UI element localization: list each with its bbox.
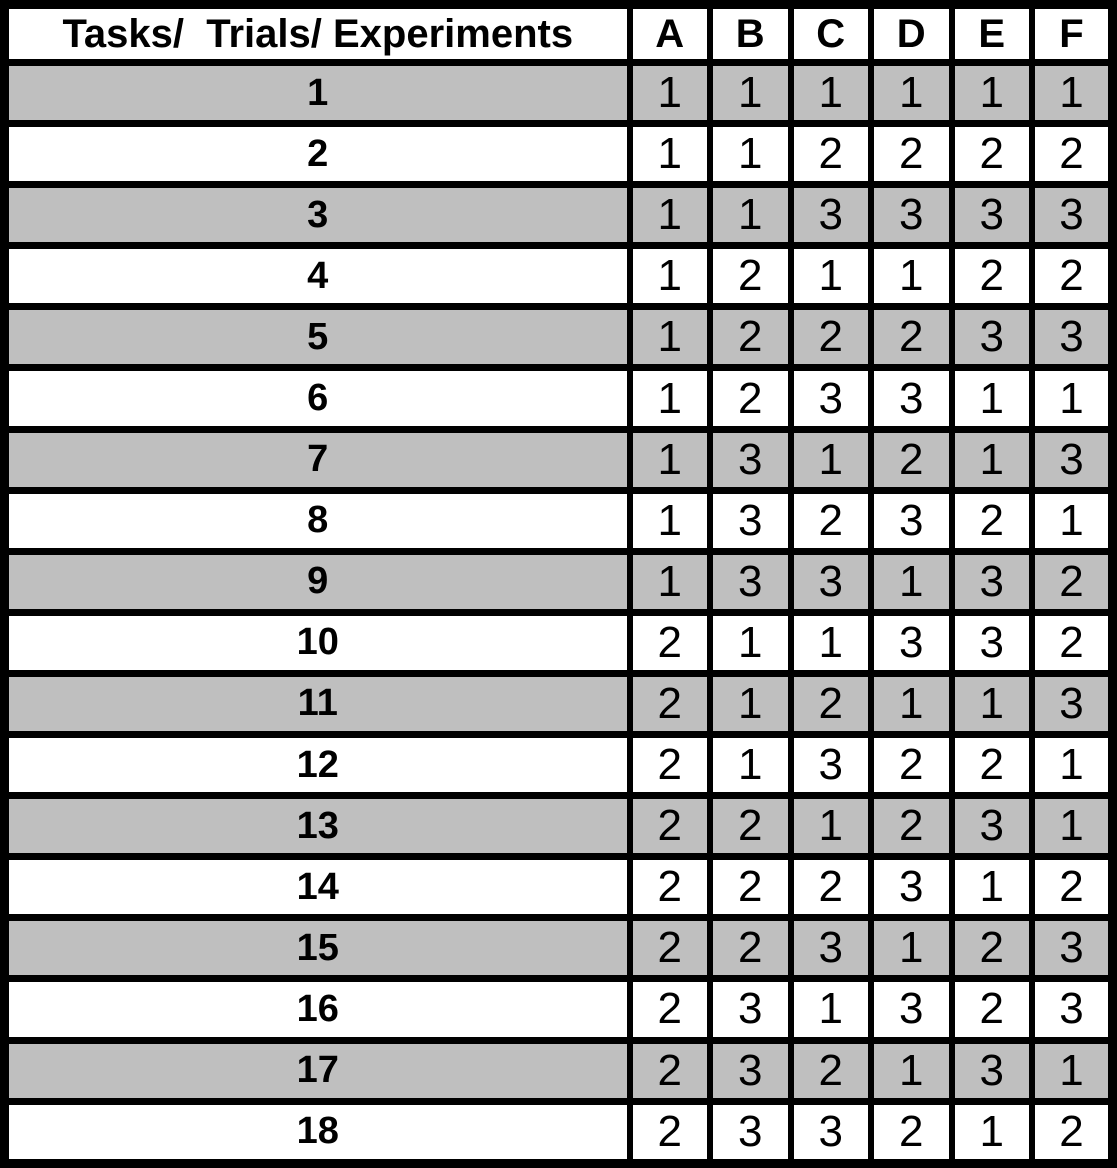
- table-row: [5, 918, 1113, 979]
- cell-value: 2: [710, 246, 791, 307]
- cell-value: 3: [1032, 185, 1113, 246]
- cell-value: 2: [952, 979, 1033, 1040]
- cell-value: 1: [630, 63, 711, 124]
- cell-value: 3: [952, 185, 1033, 246]
- cell-value: 1: [630, 185, 711, 246]
- cell-value: 2: [630, 735, 711, 796]
- column-header-e: E: [952, 5, 1033, 63]
- cell-value: 1: [952, 429, 1033, 490]
- cell-value: 1: [630, 246, 711, 307]
- cell-value: 2: [710, 857, 791, 918]
- cell-value: 2: [952, 735, 1033, 796]
- cell-value: 1: [1032, 368, 1113, 429]
- table-row: [5, 368, 1113, 429]
- row-label: 3: [5, 185, 630, 246]
- cell-value: 2: [710, 307, 791, 368]
- cell-value: 1: [791, 246, 872, 307]
- cell-value: 3: [952, 796, 1033, 857]
- cell-value: 2: [791, 124, 872, 185]
- row-label: 17: [5, 1040, 630, 1101]
- cell-value: 2: [1032, 612, 1113, 673]
- cell-value: 2: [791, 490, 872, 551]
- column-header-f: F: [1032, 5, 1113, 63]
- table-row: [5, 1101, 1113, 1163]
- cell-value: 2: [952, 246, 1033, 307]
- cell-value: 3: [952, 612, 1033, 673]
- cell-value: 1: [952, 857, 1033, 918]
- cell-value: 2: [630, 673, 711, 734]
- cell-value: 1: [871, 246, 952, 307]
- cell-value: 1: [630, 124, 711, 185]
- cell-value: 3: [952, 1040, 1033, 1101]
- cell-value: 3: [871, 979, 952, 1040]
- cell-value: 1: [630, 490, 711, 551]
- cell-value: 2: [871, 124, 952, 185]
- cell-value: 3: [710, 1101, 791, 1163]
- cell-value: 1: [630, 368, 711, 429]
- cell-value: 1: [791, 612, 872, 673]
- cell-value: 3: [791, 185, 872, 246]
- cell-value: 2: [1032, 857, 1113, 918]
- table-row: [5, 612, 1113, 673]
- cell-value: 2: [791, 673, 872, 734]
- row-label: 10: [5, 612, 630, 673]
- row-label: 15: [5, 918, 630, 979]
- cell-value: 2: [710, 918, 791, 979]
- column-header-d: D: [871, 5, 952, 63]
- row-label: 1: [5, 63, 630, 124]
- header-row: [5, 5, 1113, 63]
- cell-value: 3: [871, 612, 952, 673]
- cell-value: 1: [871, 551, 952, 612]
- cell-value: 1: [871, 673, 952, 734]
- cell-value: 3: [871, 490, 952, 551]
- cell-value: 2: [952, 124, 1033, 185]
- row-label: 11: [5, 673, 630, 734]
- cell-value: 2: [630, 857, 711, 918]
- table-row: [5, 246, 1113, 307]
- table-row: [5, 551, 1113, 612]
- cell-value: 2: [871, 1101, 952, 1163]
- cell-value: 2: [630, 796, 711, 857]
- cell-value: 1: [630, 551, 711, 612]
- row-label: 5: [5, 307, 630, 368]
- cell-value: 3: [952, 551, 1033, 612]
- table-row: [5, 857, 1113, 918]
- cell-value: 3: [710, 1040, 791, 1101]
- row-label: 18: [5, 1101, 630, 1163]
- cell-value: 2: [791, 307, 872, 368]
- cell-value: 2: [791, 857, 872, 918]
- row-label: 8: [5, 490, 630, 551]
- cell-value: 2: [1032, 1101, 1113, 1163]
- tasks-trials-experiments-header: Tasks/ Trials/ Experiments: [5, 5, 630, 63]
- cell-value: 1: [1032, 735, 1113, 796]
- row-label: 7: [5, 429, 630, 490]
- cell-value: 1: [630, 307, 711, 368]
- cell-value: 3: [871, 368, 952, 429]
- cell-value: 3: [1032, 979, 1113, 1040]
- column-header-c: C: [791, 5, 872, 63]
- cell-value: 1: [952, 673, 1033, 734]
- cell-value: 1: [710, 185, 791, 246]
- cell-value: 1: [791, 979, 872, 1040]
- table-row: [5, 124, 1113, 185]
- cell-value: 2: [1032, 246, 1113, 307]
- cell-value: 1: [871, 918, 952, 979]
- cell-value: 1: [710, 673, 791, 734]
- cell-value: 2: [630, 979, 711, 1040]
- cell-value: 2: [952, 918, 1033, 979]
- cell-value: 2: [1032, 551, 1113, 612]
- column-header-a: A: [630, 5, 711, 63]
- table-row: [5, 735, 1113, 796]
- cell-value: 1: [1032, 490, 1113, 551]
- table-row: [5, 307, 1113, 368]
- cell-value: 3: [952, 307, 1033, 368]
- row-label: 9: [5, 551, 630, 612]
- cell-value: 3: [871, 857, 952, 918]
- cell-value: 1: [630, 429, 711, 490]
- cell-value: 1: [791, 429, 872, 490]
- row-label: 14: [5, 857, 630, 918]
- cell-value: 2: [1032, 124, 1113, 185]
- cell-value: 2: [871, 307, 952, 368]
- cell-value: 2: [871, 796, 952, 857]
- cell-value: 1: [952, 63, 1033, 124]
- cell-value: 2: [630, 612, 711, 673]
- row-label: 4: [5, 246, 630, 307]
- cell-value: 1: [1032, 63, 1113, 124]
- cell-value: 3: [710, 429, 791, 490]
- cell-value: 3: [791, 368, 872, 429]
- table-row: [5, 673, 1113, 734]
- cell-value: 1: [710, 124, 791, 185]
- cell-value: 3: [791, 1101, 872, 1163]
- cell-value: 2: [791, 1040, 872, 1101]
- table-row: [5, 1040, 1113, 1101]
- cell-value: 1: [1032, 796, 1113, 857]
- cell-value: 3: [791, 918, 872, 979]
- row-label: 6: [5, 368, 630, 429]
- cell-value: 1: [871, 1040, 952, 1101]
- cell-value: 3: [710, 551, 791, 612]
- table-row: [5, 490, 1113, 551]
- cell-value: 1: [710, 63, 791, 124]
- cell-value: 1: [791, 796, 872, 857]
- cell-value: 3: [1032, 918, 1113, 979]
- cell-value: 3: [791, 551, 872, 612]
- cell-value: 1: [710, 735, 791, 796]
- cell-value: 2: [952, 490, 1033, 551]
- cell-value: 3: [1032, 673, 1113, 734]
- cell-value: 2: [710, 368, 791, 429]
- array-table-body: [5, 63, 1113, 1164]
- table-row: [5, 979, 1113, 1040]
- cell-value: 3: [710, 490, 791, 551]
- cell-value: 2: [871, 735, 952, 796]
- cell-value: 2: [630, 1040, 711, 1101]
- table-row: [5, 796, 1113, 857]
- cell-value: 2: [710, 796, 791, 857]
- column-header-b: B: [710, 5, 791, 63]
- table-row: [5, 429, 1113, 490]
- cell-value: 1: [791, 63, 872, 124]
- cell-value: 3: [1032, 307, 1113, 368]
- cell-value: 1: [1032, 1040, 1113, 1101]
- row-label: 12: [5, 735, 630, 796]
- table-row: [5, 63, 1113, 124]
- cell-value: 3: [791, 735, 872, 796]
- cell-value: 3: [871, 185, 952, 246]
- cell-value: 2: [871, 429, 952, 490]
- cell-value: 1: [710, 612, 791, 673]
- row-label: 13: [5, 796, 630, 857]
- cell-value: 2: [630, 1101, 711, 1163]
- row-label: 16: [5, 979, 630, 1040]
- row-label: 2: [5, 124, 630, 185]
- table-row: [5, 185, 1113, 246]
- cell-value: 3: [710, 979, 791, 1040]
- cell-value: 1: [871, 63, 952, 124]
- cell-value: 3: [1032, 429, 1113, 490]
- cell-value: 1: [952, 368, 1033, 429]
- cell-value: 2: [630, 918, 711, 979]
- cell-value: 1: [952, 1101, 1033, 1163]
